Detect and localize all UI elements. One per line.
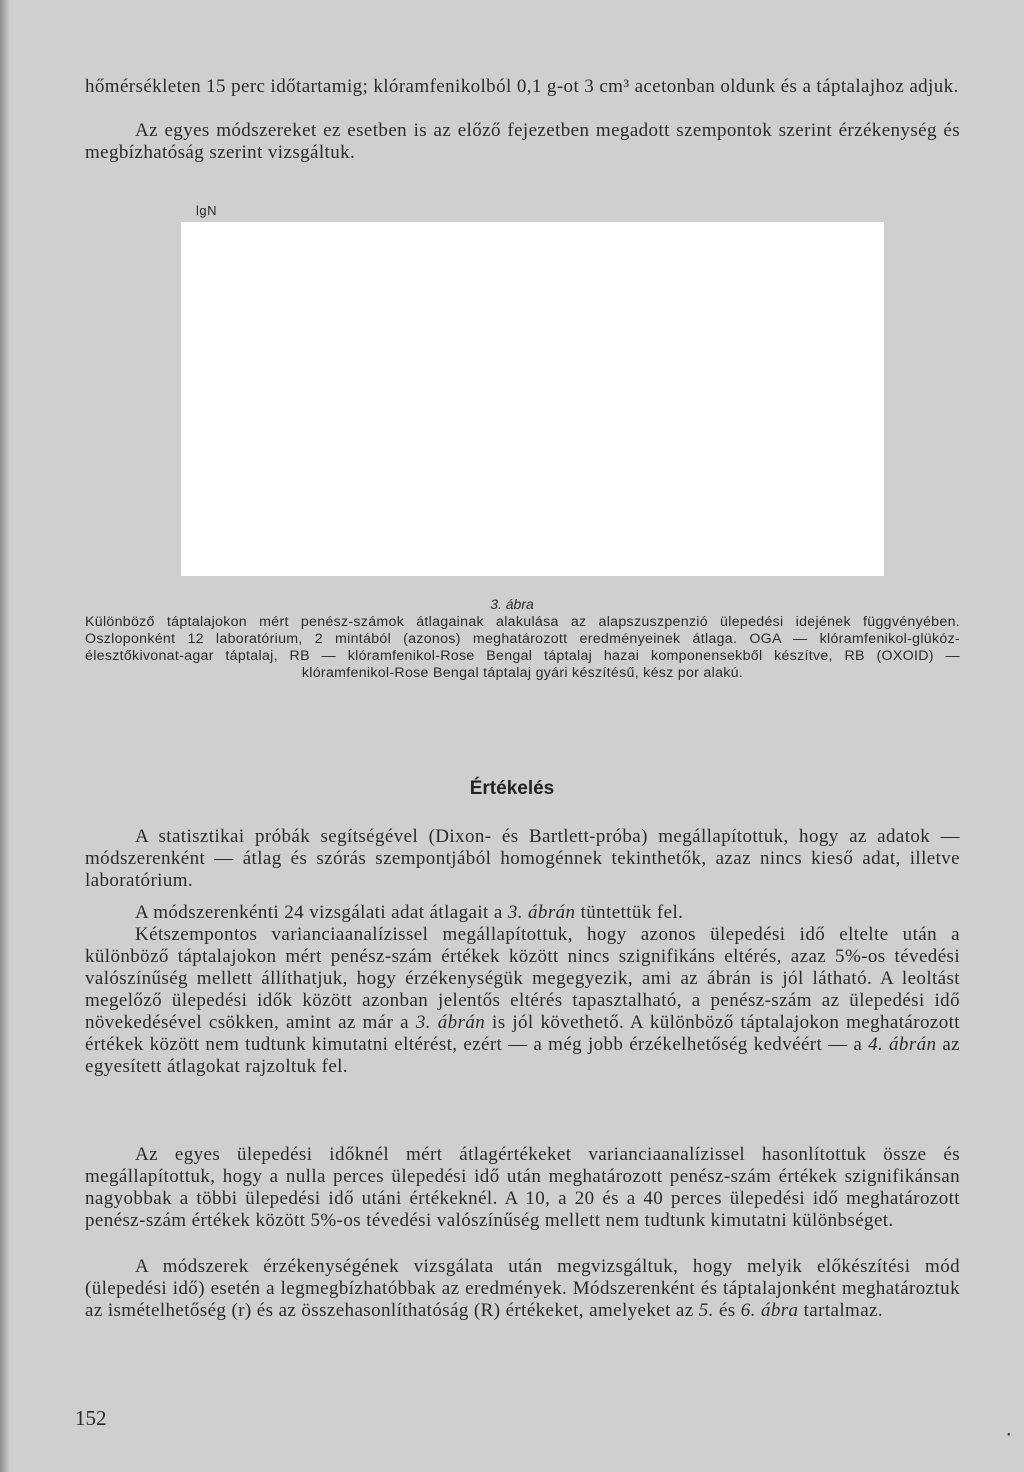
body-paragraph-3 xyxy=(85,924,960,1078)
text-span: A módszerenkénti 24 vizsgálati adat átlagait a xyxy=(135,902,508,923)
figure-reference: 6. ábra xyxy=(740,1300,799,1321)
intro-paragraph-2: Az egyes módszereket ez esetben is az előző fejezetben megadott szempontok szerint érzékenység és megbízhatóság szerint vizsgáltuk. xyxy=(85,120,960,163)
page-number: 152 xyxy=(75,1406,107,1430)
figure-axis-label: lgN xyxy=(196,203,218,218)
figure-reference: 3. ábrán xyxy=(415,1012,486,1033)
figure-reference: 5. xyxy=(698,1300,714,1321)
body-paragraph-2 xyxy=(85,902,960,924)
text-span: az egyesített átlagokat rajzoltuk fel. xyxy=(85,1034,960,1077)
figure-reference: 3. ábrán xyxy=(507,902,576,923)
page-edge-shadow xyxy=(0,0,10,1472)
body-paragraph-4: Az egyes ülepedési időknél mért átlagértékeket varianciaanalízissel hasonlítottuk össze és megállapítottuk, hogy a nulla perces ülepedési idő után meghatározott penész-szám értékek szignifikánsan nagyobbak a többi ülepedési idő utáni értékeknél. A 10, a 20 és a 40 perces ülepedési idő meghatározott penész-szám értékek között 5%-os tévedési valószínűség mellett nem tudtunk kimutatni különbséget. xyxy=(85,1144,960,1231)
text-span: és xyxy=(713,1300,741,1321)
body-paragraph-5 xyxy=(85,1256,960,1322)
section-title: Értékelés xyxy=(469,778,555,799)
text-span: tüntettük fel. xyxy=(575,902,684,923)
text-span: tartalmaz. xyxy=(798,1300,884,1321)
body-paragraph-1: A statisztikai próbák segítségével (Dixon- és Bartlett-próba) megállapítottuk, hogy az adatok — módszerenként — átlag és szórás szempontjából homogénnek tekinthetők, azaz nincs kieső adat, illetve laboratórium. xyxy=(85,826,960,891)
text-span: Kétszempontos varianciaanalízissel megállapítottuk, hogy azonos ülepedési idő eltelte után a különböző táptalajokon mért penész-szám értékek között nincs szignifikáns eltérés, azaz 5%-os tévedési valószínűség mellett állíthatjuk, hogy érzékenységük megegyezik, ami az ábrán is jól látható. A leoltást megelőző ülepedési idők között azonban jelentős eltérés tapasztalható, a penész-szám az ülepedési idő növekedésével csökken, amint az már a xyxy=(85,924,960,1033)
edge-mark: • xyxy=(1007,1430,1011,1441)
intro-paragraph-1: hőmérsékleten 15 perc időtartamig; klóramfenikolból 0,1 g-ot 3 cm³ acetonban oldunk és a táptalajhoz adjuk. xyxy=(85,76,959,97)
figure-reference: 4. ábrán xyxy=(868,1034,937,1055)
text-span: A módszerek érzékenységének vizsgálata után megvizsgáltuk, hogy melyik előkészítési mód (ülepedési idő) esetén a legmegbízhatóbbak az eredmények. Módszerenként és táptalajonként meghatároztuk az ismételhetőség (r) és az összehasonlíthatóság (R) értékeket, amelyeket az xyxy=(85,1256,960,1321)
text-span: is jól követhető. A különböző táptalajokon meghatározott értékek között nem tudtunk kimutatni eltérést, ezért — a még jobb érzékelhetőség kedvéért — a xyxy=(85,1012,960,1055)
figure-caption: Különböző táptalajokon mért penész-számok átlagainak alakulása az alapszuszpenzió ülepedési idejének függvényében. Oszloponként 12 laboratórium, 2 mintából (azonos) meghatározott eredményeinek átlaga. OGA — klóramfenikol-glükóz-élesztőkivonat-agar táptalaj, RB — klóramfenikol-Rose Bengal táptalaj hazai komponensekből készítve, RB (OXOID) — klóramfenikol-Rose Bengal táptalaj gyári készítésű, kész por alakú. xyxy=(85,614,960,681)
figure-image-placeholder xyxy=(181,222,884,576)
figure-label: 3. ábra xyxy=(490,596,534,612)
